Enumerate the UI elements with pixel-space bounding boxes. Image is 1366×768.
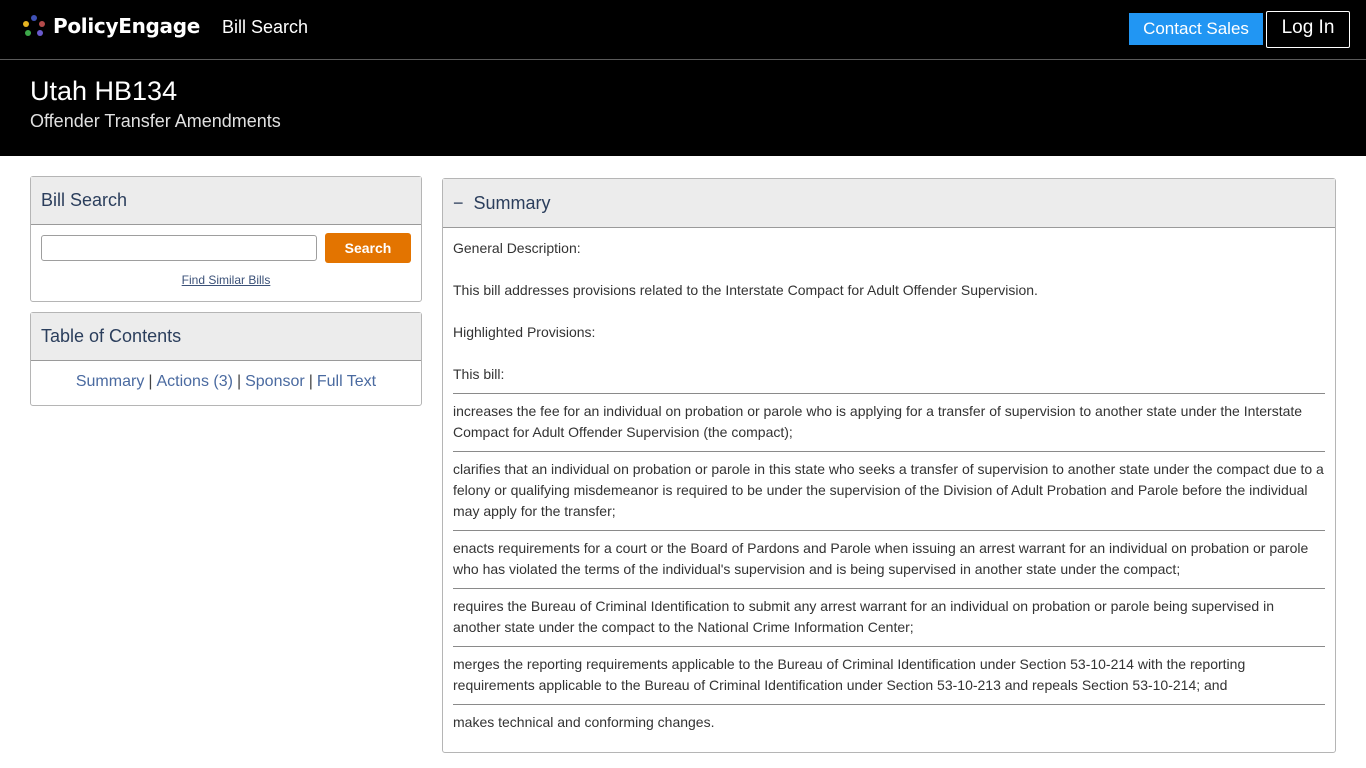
toc-link-sponsor[interactable]: Sponsor	[245, 373, 305, 390]
provision-item: clarifies that an individual on probation or parole in this state who seeks a transfer of supervision to another state under the compact due to a felony or qualifying misdemeanor is required to be under the supervision of the Division of Adult Probation and Parole before the individual may apply for the transfer;	[453, 451, 1325, 530]
brand-name: PolicyEngage	[53, 14, 200, 38]
this-bill-label: This bill:	[453, 366, 505, 382]
provisions-list	[453, 393, 1325, 741]
toc-separator: |	[148, 373, 153, 390]
collapse-minus-icon[interactable]: −	[453, 192, 464, 213]
top-navbar	[0, 0, 1366, 60]
toc-link-actions[interactable]: Actions (3)	[156, 373, 233, 390]
summary-heading: Summary	[473, 192, 551, 213]
summary-panel	[442, 178, 1336, 753]
general-description-label: General Description:	[453, 240, 581, 256]
toc-link-summary[interactable]: Summary	[75, 373, 145, 390]
policyengage-logo-icon	[22, 14, 46, 38]
bill-search-panel	[30, 176, 422, 302]
toc-separator: |	[308, 373, 313, 390]
toc-heading: Table of Contents	[31, 313, 421, 361]
bill-search-input[interactable]	[41, 235, 317, 261]
highlighted-provisions-label: Highlighted Provisions:	[453, 324, 596, 340]
summary-toggle-header[interactable]	[443, 179, 1335, 228]
provision-item: enacts requirements for a court or the Board of Pardons and Parole when issuing an arrest warrant for an individual on probation or parole who has violated the terms of the individual's supervision and is being supervised in another state under the compact;	[453, 530, 1325, 588]
search-button[interactable]: Search	[325, 233, 411, 263]
general-description-text: This bill addresses provisions related to the Interstate Compact for Adult Offender Supervision.	[453, 282, 1038, 298]
contact-sales-button[interactable]: Contact Sales	[1129, 13, 1263, 45]
bill-search-heading: Bill Search	[31, 177, 421, 225]
bill-header	[0, 60, 1366, 156]
summary-body	[443, 228, 1335, 741]
toc-separator: |	[236, 373, 242, 390]
find-similar-bills-link[interactable]: Find Similar Bills	[181, 273, 271, 287]
brand-home-link[interactable]	[22, 14, 200, 38]
bill-title: Utah HB134	[30, 76, 178, 106]
provision-item: merges the reporting requirements applicable to the Bureau of Criminal Identification under Section 53-10-214 with the reporting requirements applicable to the Bureau of Criminal Identification under Section 53-10-213 and repeals Section 53-10-214; and	[453, 646, 1325, 704]
toc-links	[31, 361, 421, 391]
provision-item: increases the fee for an individual on probation or parole who is applying for a transfer of supervision to another state under the Interstate Compact for Adult Offender Supervision (the compact);	[453, 393, 1325, 451]
provision-item: makes technical and conforming changes.	[453, 704, 1325, 741]
table-of-contents-panel	[30, 312, 422, 406]
nav-bill-search-link[interactable]: Bill Search	[222, 17, 309, 37]
login-button[interactable]: Log In	[1266, 11, 1350, 48]
toc-link-full-text[interactable]: Full Text	[316, 373, 377, 390]
bill-subtitle: Offender Transfer Amendments	[30, 111, 281, 131]
provision-item: requires the Bureau of Criminal Identification to submit any arrest warrant for an individual on probation or parole being supervised in another state under the compact to the National Crime Information Center;	[453, 588, 1325, 646]
